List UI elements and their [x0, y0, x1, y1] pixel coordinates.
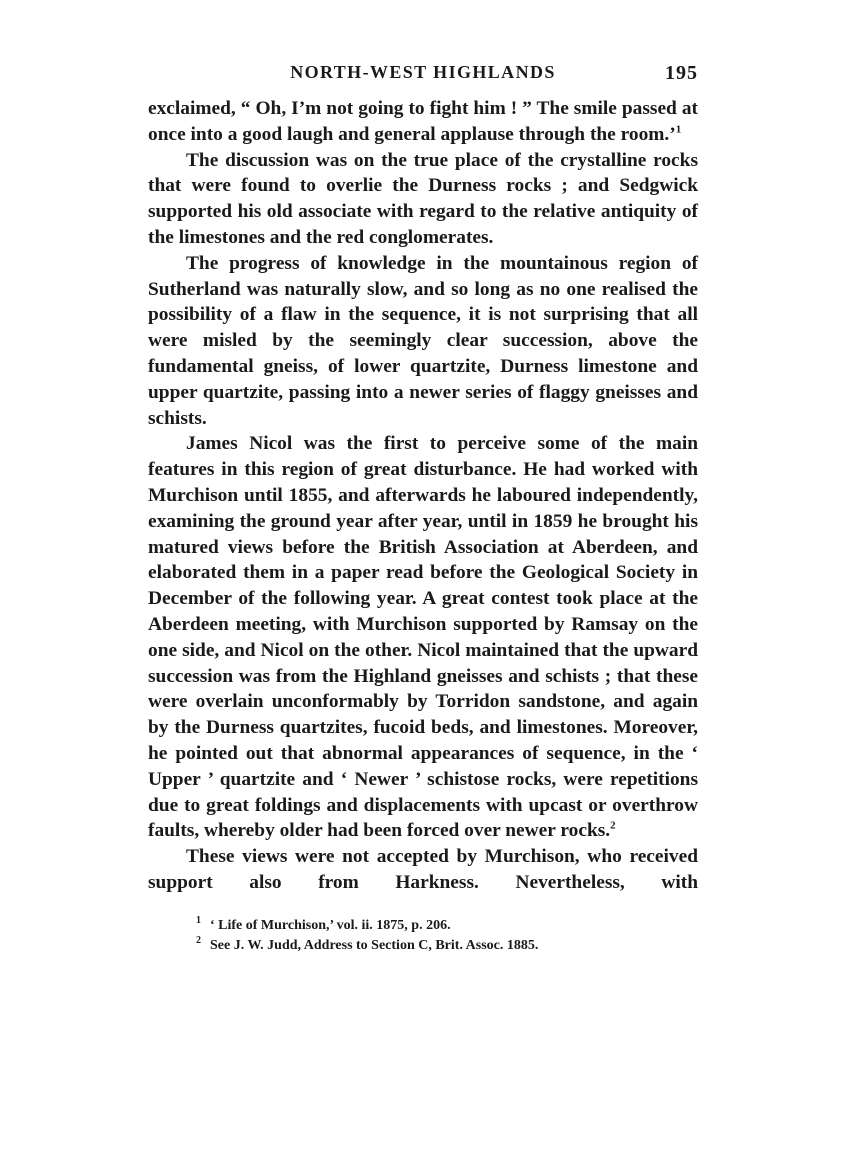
paragraph	[148, 431, 698, 844]
paragraph	[148, 251, 698, 432]
footnote-text: ‘ Life of Murchison,’ vol. ii. 1875, p. 206.	[210, 917, 451, 933]
running-title: NORTH-WEST HIGHLANDS	[290, 62, 556, 82]
paragraph-text: The progress of knowledge in the mountainous region of Sutherland was naturally slow, and so long as no one realised the possibility of a flaw in the sequence, it is not surprising that all were misled by the seemingly clear succession, above the fundamental gneiss, of lower quartzite, Durness limestone and upper quartzite, passing into a newer series of flaggy gneisses and schists.	[148, 252, 698, 429]
footnotes	[196, 916, 698, 956]
footnote-text: See J. W. Judd, Address to Section C, Brit. Assoc. 1885.	[210, 937, 539, 953]
paragraph-text: James Nicol was the first to perceive some of the main features in this region of great disturbance. He had worked with Murchison until 1855, and afterwards he laboured independently, examining the ground year after year, until in 1859 he brought his matured views before the British Association at Aberdeen, and elaborated them in a paper read before the Geological Society in December of the following year. A great contest took place at the Aberdeen meeting, with Murchison supported by Ramsay on the one side, and Nicol on the other. Nicol maintained that the upward succession was from the Highland gneisses and schists ; that these were overlain unconformably by Torridon sandstone, and again by the Durness quartzites, fucoid beds, and limestones. Moreover, he pointed out that abnormal appearances of sequence, in the ‘ Upper ’ quartzite and ‘ Newer ’ schistose rocks, were repetitions due to great foldings and displacements with upcast or overthrow faults, whereby older had been forced over newer rocks.	[148, 433, 698, 842]
footnote: 1 ‘ Life of Murchison,’ vol. ii. 1875, p. 206.	[196, 915, 451, 933]
footnote-ref: 1	[675, 123, 682, 136]
paragraph	[148, 148, 698, 251]
footnote-ref: 2	[610, 819, 616, 832]
paragraph-text: exclaimed, “ Oh, I’m not going to fight him ! ” The smile passed at once into a good laugh and general applause through the room.’	[148, 98, 698, 145]
paragraph	[148, 844, 698, 896]
running-head	[148, 58, 698, 90]
book-page	[148, 58, 698, 956]
paragraph-text: The discussion was on the true place of the crystalline rocks that were found to overlie the Durness rocks ; and Sedgwick supported his old associate with regard to the relative antiquity of the limestones and the red conglomerates.	[148, 149, 698, 248]
paragraph-text: These views were not accepted by Murchison, who received support also from Harkness. Nevertheless, with	[148, 846, 698, 893]
footnote: 2 See J. W. Judd, Address to Section C, Brit. Assoc. 1885.	[196, 935, 539, 953]
page-number: 195	[665, 62, 698, 84]
paragraph-continued	[148, 96, 698, 148]
body-text	[148, 96, 698, 896]
